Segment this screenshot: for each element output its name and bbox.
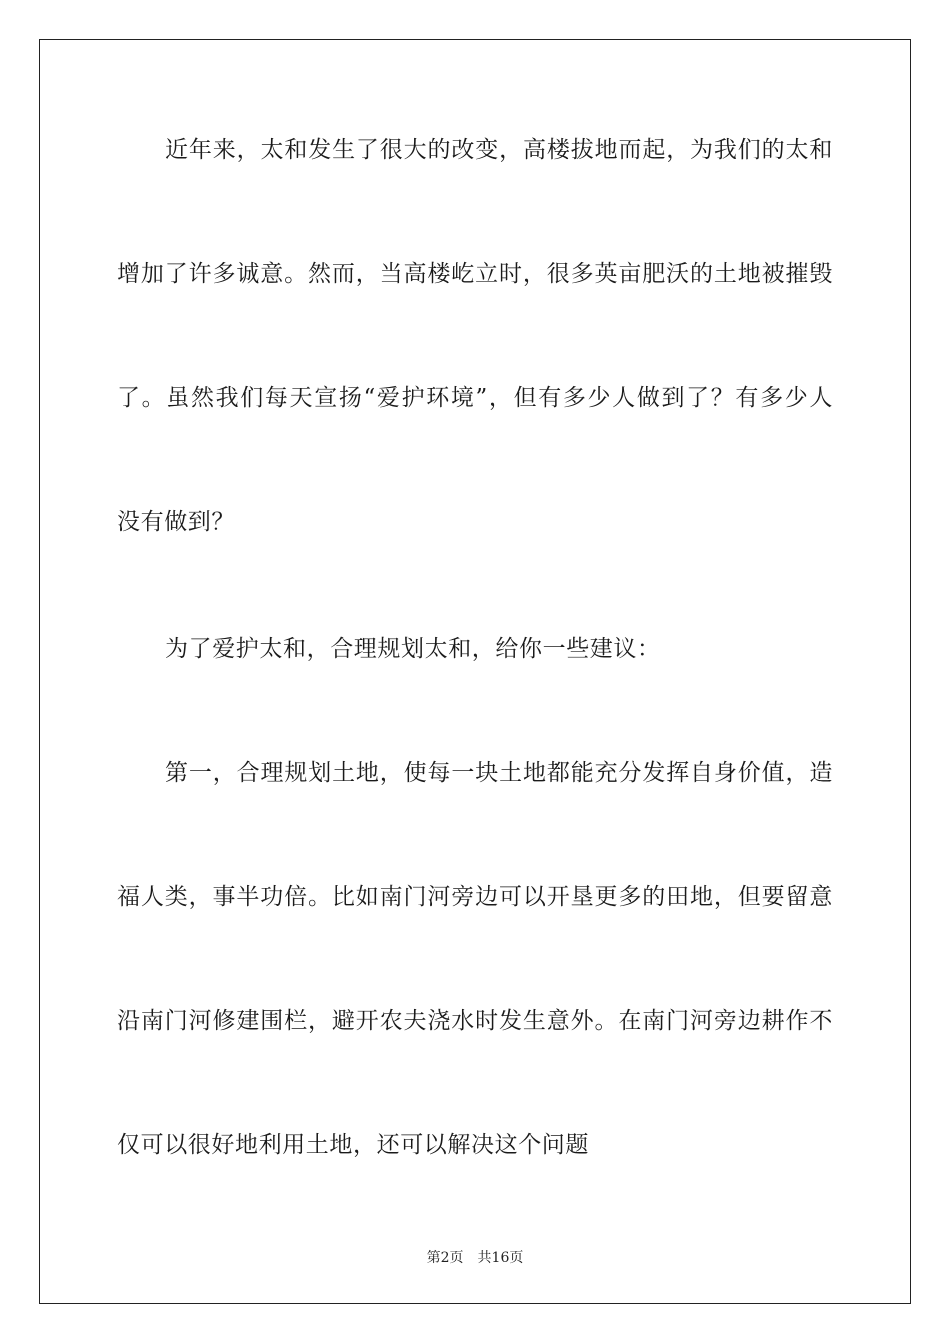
page-footer xyxy=(0,1249,950,1267)
paragraph-1-line-2: 增加了许多诚意。然而，当高楼屹立时，很多英亩肥沃的土地被摧毁 xyxy=(117,261,833,287)
page-total: 共16页 xyxy=(477,1250,524,1266)
paragraph-3-line-1: 第一，合理规划土地，使每一块土地都能充分发挥自身价值，造 xyxy=(165,760,833,786)
page-number: 第2页 xyxy=(426,1250,464,1266)
paragraph-2-line-1: 为了爱护太和，合理规划太和，给你一些建议： xyxy=(165,636,661,662)
paragraph-1-line-3: 了。虽然我们每天宣扬“爱护环境”，但有多少人做到了？有多少人 xyxy=(117,385,833,411)
page-frame xyxy=(39,39,911,1304)
paragraph-1-line-1: 近年来，太和发生了很大的改变，高楼拔地而起，为我们的太和 xyxy=(165,137,833,163)
paragraph-3-line-3: 沿南门河修建围栏，避开农夫浇水时发生意外。在南门河旁边耕作不 xyxy=(117,1008,833,1034)
paragraph-1-line-4: 没有做到？ xyxy=(117,509,235,535)
paragraph-3-line-4: 仅可以很好地利用土地，还可以解决这个问题 xyxy=(117,1132,589,1158)
paragraph-3-line-2: 福人类，事半功倍。比如南门河旁边可以开垦更多的田地，但要留意 xyxy=(117,884,833,910)
